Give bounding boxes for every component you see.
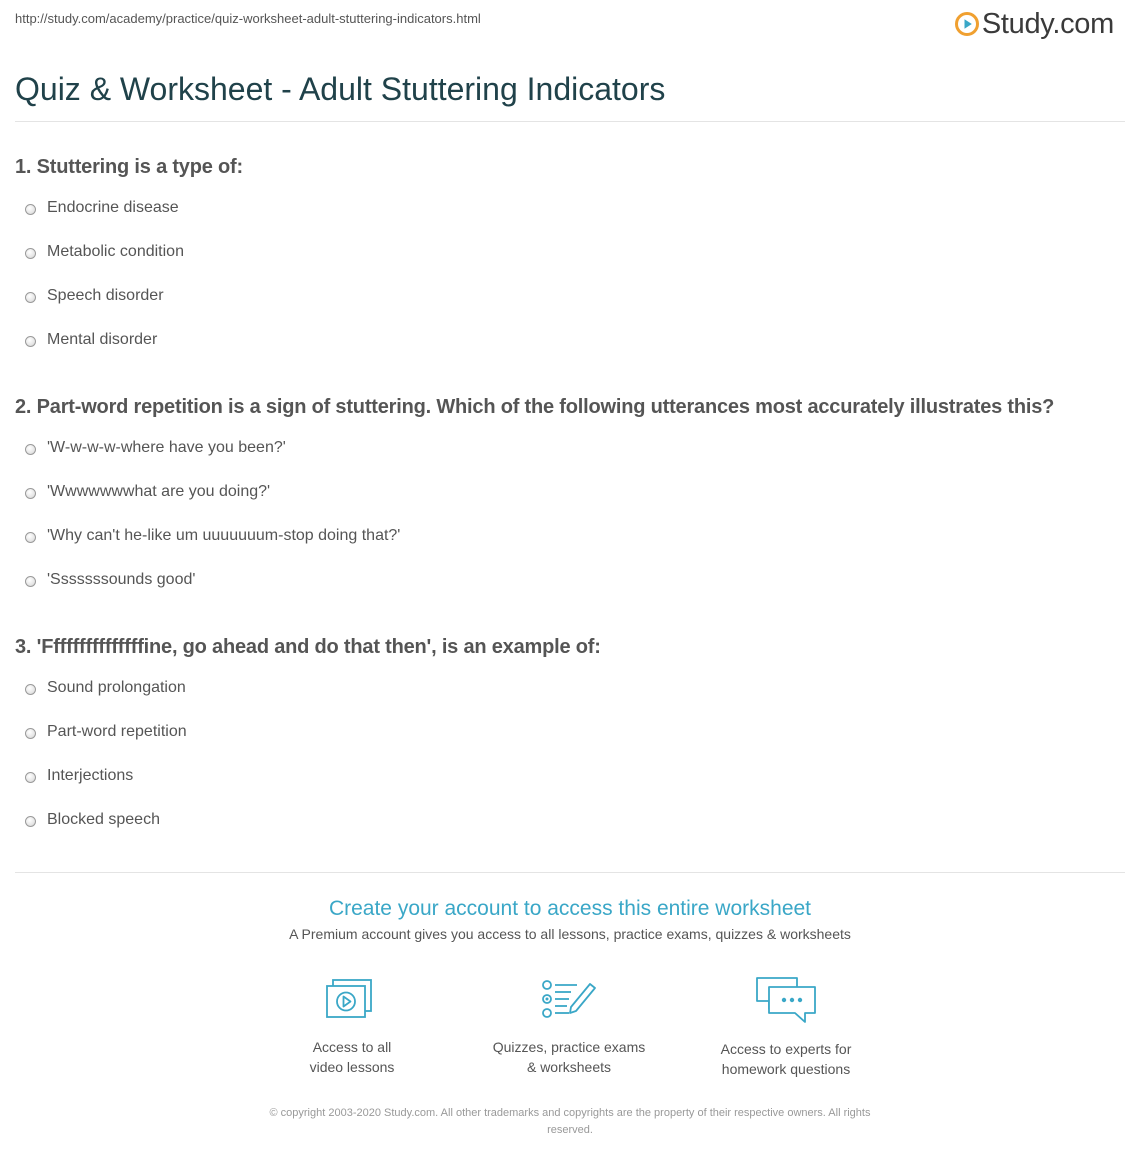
chat-bubbles-icon xyxy=(753,975,819,1027)
cta-subtitle: A Premium account gives you access to all lessons, practice exams, quizzes & worksheets xyxy=(289,926,851,942)
radio-button[interactable] xyxy=(25,336,36,347)
radio-button[interactable] xyxy=(25,444,36,455)
option-label: Part-word repetition xyxy=(47,723,187,740)
answer-option[interactable] xyxy=(15,231,1130,275)
question-2 xyxy=(15,394,1130,603)
answer-options xyxy=(15,667,1130,843)
answer-option[interactable] xyxy=(15,471,1130,515)
answer-option[interactable] xyxy=(15,319,1130,363)
question-3 xyxy=(15,634,1130,843)
feature-label: Access to experts for homework questions xyxy=(720,1041,852,1077)
radio-button[interactable] xyxy=(25,248,36,259)
quiz-checklist-icon xyxy=(539,975,599,1025)
radio-button[interactable] xyxy=(25,684,36,695)
option-label: Endocrine disease xyxy=(47,199,179,216)
answer-option[interactable] xyxy=(15,559,1130,603)
create-account-link[interactable]: Create your account to access this entire worksheet xyxy=(328,897,812,920)
radio-button[interactable] xyxy=(25,204,36,215)
answer-option[interactable] xyxy=(15,711,1130,755)
logo-text: Study.com xyxy=(981,8,1114,40)
radio-button[interactable] xyxy=(25,772,36,783)
radio-button[interactable] xyxy=(25,728,36,739)
feature-label: Quizzes, practice exams & worksheets xyxy=(492,1039,646,1075)
feature-label: Access to all video lessons xyxy=(309,1039,395,1075)
play-circle-icon xyxy=(955,12,979,36)
option-label: 'Why can't he-like um uuuuuuum-stop doing that?' xyxy=(47,527,401,544)
option-label: Metabolic condition xyxy=(47,243,184,260)
answer-option[interactable] xyxy=(15,667,1130,711)
option-label: 'W-w-w-w-where have you been?' xyxy=(47,439,286,456)
answer-option[interactable] xyxy=(15,275,1130,319)
feature-video-lessons xyxy=(252,975,452,1077)
feature-experts xyxy=(686,975,886,1079)
answer-option[interactable] xyxy=(15,515,1130,559)
question-text: 1. Stuttering is a type of: xyxy=(15,156,243,178)
page-url: http://study.com/academy/practice/quiz-worksheet-adult-stuttering-indicators.html xyxy=(15,11,481,26)
option-label: 'Sssssssounds good' xyxy=(47,571,196,588)
radio-button[interactable] xyxy=(25,488,36,499)
option-label: Blocked speech xyxy=(47,811,160,828)
question-text: 3. 'Fffffffffffffffine, go ahead and do that then', is an example of: xyxy=(15,636,601,658)
option-label: Sound prolongation xyxy=(47,679,186,696)
radio-button[interactable] xyxy=(25,576,36,587)
question-1 xyxy=(15,154,1130,363)
answer-option[interactable] xyxy=(15,427,1130,471)
answer-options xyxy=(15,427,1130,603)
feature-quizzes xyxy=(469,975,669,1077)
radio-button[interactable] xyxy=(25,816,36,827)
video-lessons-icon xyxy=(322,975,382,1025)
copyright-footer xyxy=(0,1105,1140,1139)
page-title: Quiz & Worksheet - Adult Stuttering Indicators xyxy=(15,71,666,107)
radio-button[interactable] xyxy=(25,292,36,303)
answer-option[interactable] xyxy=(15,187,1130,231)
copyright-line-1: © copyright 2003-2020 Study.com. All other trademarks and copyrights are the property of their respective owners. All rights xyxy=(269,1107,871,1119)
title-divider xyxy=(15,121,1125,122)
answer-option[interactable] xyxy=(15,755,1130,799)
option-label: Mental disorder xyxy=(47,331,158,348)
copyright-line-2: reserved. xyxy=(547,1124,593,1136)
option-label: 'Wwwwwwwhat are you doing?' xyxy=(47,483,271,500)
answer-options xyxy=(15,187,1130,363)
cta-divider xyxy=(15,872,1125,873)
study-logo[interactable] xyxy=(955,8,1114,40)
question-text: 2. Part-word repetition is a sign of stuttering. Which of the following utterances most accurately illustrates this? xyxy=(15,396,1055,418)
answer-option[interactable] xyxy=(15,799,1130,843)
option-label: Speech disorder xyxy=(47,287,164,304)
top-bar xyxy=(0,0,1140,50)
option-label: Interjections xyxy=(47,767,134,784)
radio-button[interactable] xyxy=(25,532,36,543)
